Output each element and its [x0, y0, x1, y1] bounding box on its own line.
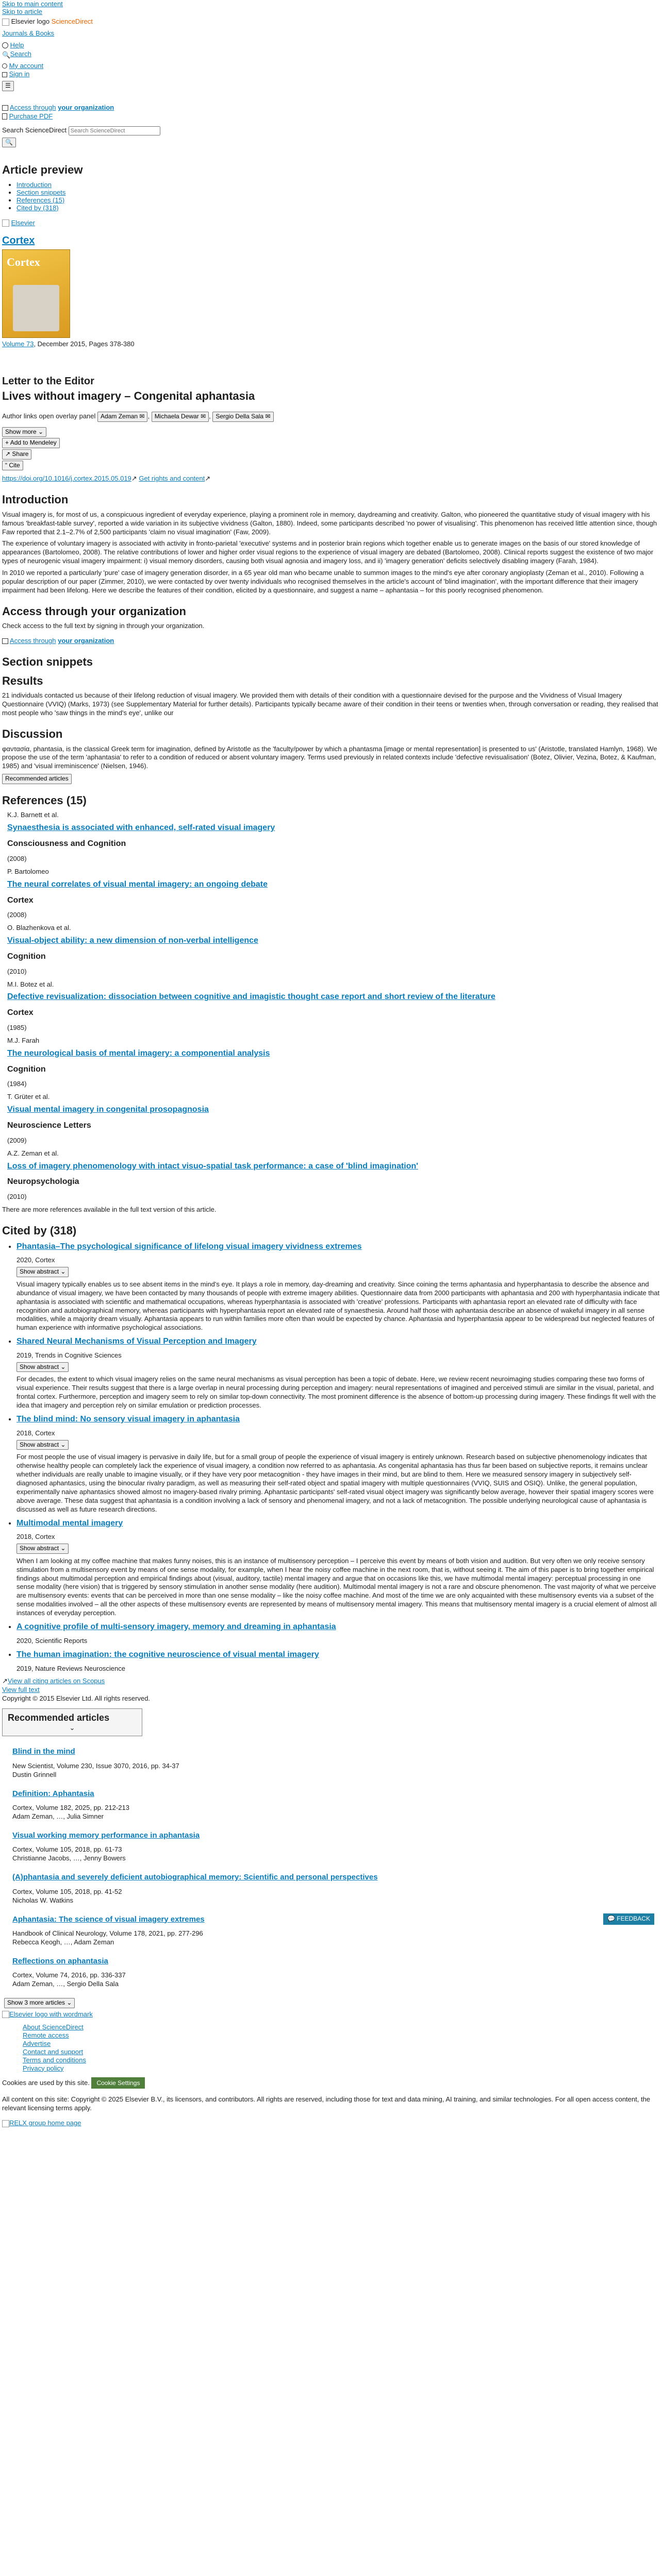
references-heading: References (15): [2, 793, 87, 807]
reference-authors: T. Grüter et al.: [7, 1093, 50, 1101]
search-input[interactable]: [69, 126, 160, 135]
article-type: Letter to the Editor: [2, 375, 94, 387]
reference-title-link[interactable]: Visual mental imagery in congenital prosopagnosia: [7, 1105, 209, 1114]
recommended-title-link[interactable]: Definition: Aphantasia: [12, 1789, 94, 1798]
pdf-icon: [2, 113, 7, 120]
reference-year: (2010): [7, 1193, 27, 1201]
show-more-articles-label: Show 3 more articles: [7, 1999, 65, 2007]
author-button[interactable]: [97, 412, 147, 422]
footer-links: [23, 2023, 660, 2073]
more-references-note: There are more references available in the full text version of this article.: [2, 1206, 217, 1214]
reference-authors: M.J. Farah: [7, 1036, 40, 1044]
toc-references[interactable]: • References (15): [16, 196, 65, 204]
reference-authors: K.J. Barnett et al.: [7, 811, 59, 819]
recommended-authors: Nicholas W. Watkins: [12, 1896, 73, 1904]
search-submit-button[interactable]: [2, 138, 16, 148]
access-heading: Access through your organization: [2, 604, 186, 618]
footer-link-terms[interactable]: Terms and conditions: [23, 2056, 86, 2064]
my-account-link[interactable]: [2, 62, 660, 71]
recommended-articles-panel: [2, 1708, 142, 1736]
discussion-text: φαντασία, phantasia, is the classical Greek term for imagination, defined by Aristotle as the 'faculty/power by which a phantasma [image or mental representation] is presented to us' (Aristotle, translated Hamlyn, 1968). We propose the use of the term 'aphantasia' to refer to a condition of reduced or absent voluntary imagery. Terms used previously in related contexts include 'defective revisualisation' (Botez, Olivier, Vezina, Botez, & Kaufman, 1985) and 'visual irreminiscence' (Nielsen, 1946).: [2, 744, 657, 770]
institution-icon: [2, 72, 7, 77]
recommended-authors: Dustin Grinnell: [12, 1770, 57, 1778]
cited-item: [16, 1336, 660, 1410]
author-name: Sergio Della Sala: [216, 413, 264, 420]
reference-title-link[interactable]: Loss of imagery phenomenology with intact visuo-spatial task performance: a case of 'blind imagination': [7, 1161, 419, 1171]
relx-logo: [2, 2120, 9, 2127]
recommended-item: [12, 1956, 660, 1989]
elsevier-logo[interactable]: [2, 19, 9, 26]
help-icon: [2, 42, 8, 48]
external-link-icon: ↗: [131, 474, 137, 483]
cover-illustration: [13, 285, 59, 331]
purchase-pdf-label: Purchase PDF: [9, 112, 53, 120]
reference-source: Neuropsychologia: [7, 1177, 79, 1187]
recommended-meta: Cortex, Volume 105, 2018, pp. 61-73: [12, 1845, 122, 1854]
sciencedirect-brand[interactable]: ScienceDirect: [51, 18, 93, 25]
reference-source: Consciousness and Cognition: [7, 839, 126, 849]
recommended-meta: Cortex, Volume 74, 2016, pp. 336-337: [12, 1971, 126, 1979]
feedback-icon: 💬: [607, 1915, 615, 1922]
show-abstract-button[interactable]: [16, 1267, 69, 1277]
cited-title-link[interactable]: The human imagination: the cognitive neuroscience of visual mental imagery: [16, 1650, 319, 1659]
reference-year: (2008): [7, 911, 27, 919]
author-button[interactable]: [152, 412, 209, 422]
recommended-articles-button[interactable]: Recommended articles: [2, 774, 72, 784]
cookies-text: Cookies are used by this site.: [2, 2078, 90, 2087]
reference-source: Cortex: [7, 1008, 34, 1018]
view-full-text-link[interactable]: View full text: [2, 1686, 40, 1694]
show-abstract-label: Show abstract: [20, 1440, 59, 1448]
access-text: Check access to the full text by signing in through your organization.: [2, 622, 205, 630]
journal-cover-image[interactable]: [2, 249, 70, 338]
add-to-mendeley-label: Add to Mendeley: [10, 439, 57, 447]
author-group: Author links open overlay panel Adam Zeman ✉ , Michaela Dewar ✉ , Sergio Della Sala ✉: [2, 412, 660, 422]
chevron-down-icon: ⌄: [60, 1440, 66, 1448]
cite-label: Cite: [9, 461, 20, 469]
search-icon: 🔍: [2, 51, 11, 59]
introduction-heading: Introduction: [2, 493, 69, 506]
cited-by-heading: Cited by (318): [2, 1224, 77, 1237]
show-abstract-label: Show abstract: [20, 1545, 59, 1552]
access-prefix: Access through: [9, 103, 56, 111]
show-more-label: Show more: [5, 428, 37, 435]
footer-link-remote-access[interactable]: Remote access: [23, 2031, 69, 2039]
reference-title-link[interactable]: Visual-object ability: a new dimension of non-verbal intelligence: [7, 936, 258, 945]
elsevier-logo: [2, 2011, 9, 2018]
show-more-button[interactable]: [2, 427, 46, 437]
plus-icon: +: [5, 439, 9, 447]
sign-in-label: Sign in: [9, 70, 30, 78]
cited-by-list: [2, 1242, 660, 1673]
reference-item: [7, 1149, 660, 1201]
publisher-logo-alt: Elsevier: [11, 218, 35, 227]
access-btn-prefix: Access through: [9, 637, 56, 645]
reference-year: (1985): [7, 1024, 27, 1032]
menu-icon: ☰: [5, 82, 11, 90]
reference-title-link[interactable]: The neurological basis of mental imagery: a componential analysis: [7, 1048, 270, 1058]
cited-item: [16, 1650, 660, 1673]
elsevier-logo-alt: Elsevier logo: [11, 18, 50, 25]
institution-icon: [2, 105, 8, 111]
institution-icon: [2, 638, 8, 644]
arrow-icon: ↗: [2, 1677, 8, 1685]
publisher-logo[interactable]: [2, 219, 660, 228]
article-title: Lives without imagery – Congenital aphantasia: [2, 389, 255, 402]
rights-link[interactable]: Get rights and content: [139, 474, 205, 483]
footer-link-privacy[interactable]: Privacy policy: [23, 2064, 64, 2072]
cited-title-link[interactable]: Multimodal mental imagery: [16, 1518, 123, 1528]
recommended-item: [12, 1914, 660, 1947]
envelope-icon: ✉: [139, 413, 145, 420]
envelope-icon: ✉: [265, 413, 271, 420]
quote-icon: “: [5, 461, 7, 469]
recommended-item: [12, 1789, 660, 1821]
skip-to-article-link[interactable]: Skip to article: [2, 8, 43, 15]
show-abstract-button[interactable]: [16, 1440, 69, 1450]
show-abstract-button[interactable]: [16, 1362, 69, 1372]
reference-item: [7, 811, 660, 863]
reference-authors: P. Bartolomeo: [7, 867, 49, 875]
scopus-link[interactable]: [2, 1677, 660, 1686]
author-name: Michaela Dewar: [154, 413, 199, 420]
search-button[interactable]: [2, 50, 660, 59]
show-abstract-label: Show abstract: [20, 1268, 59, 1276]
access-btn-org: your organization: [58, 637, 114, 645]
footer-logo-alt: Elsevier logo with wordmark: [9, 2010, 93, 2018]
share-icon: ↗: [5, 450, 11, 458]
introduction-paragraph: The experience of voluntary imagery is associated with activity in fronto-parietal 'executive' systems and in posterior brain regions which together enable us to generate images on the basis of our stored knowledge of appearances (Bartolomeo, 2008). The relative contributions of lower and higher order visual regions to the experience of visual imagery are debated (Bartolomeo, 2008). Clinical reports suggest the existence of two major types of neurogenic visual imagery impairment: i) visual memory disorders, causing both visual agnosia and imagery loss, and ii) 'imagery generation' deficits selectively disabling imagery (Farah, 1984).: [2, 539, 653, 565]
recommended-title-link[interactable]: (A)phantasia and severely deficient autobiographical memory: Scientific and personal perspectives: [12, 1873, 378, 1882]
cited-meta: 2018, Cortex: [16, 1533, 55, 1541]
cited-meta: 2018, Cortex: [16, 1429, 55, 1437]
access-button[interactable]: [2, 637, 660, 646]
reference-source: Cognition: [7, 952, 46, 961]
help-button[interactable]: [2, 41, 660, 50]
cited-meta: 2020, Scientific Reports: [16, 1636, 88, 1645]
cookie-settings-button[interactable]: Cookie Settings: [91, 2077, 145, 2089]
search-form: [2, 126, 660, 148]
reference-year: (2009): [7, 1136, 27, 1144]
sign-in-link[interactable]: [2, 70, 660, 79]
reference-year: (1984): [7, 1080, 27, 1088]
reference-authors: A.Z. Zeman et al.: [7, 1149, 59, 1157]
recommended-list: [2, 1747, 660, 1989]
scopus-label: View all citing articles on Scopus: [7, 1677, 105, 1685]
volume-link[interactable]: Volume 73: [2, 340, 34, 348]
show-abstract-button[interactable]: [16, 1544, 69, 1554]
reference-source: Cognition: [7, 1064, 46, 1074]
toc-section-snippets[interactable]: • Section snippets: [16, 188, 66, 196]
reference-item: [7, 868, 660, 920]
skip-to-main-link[interactable]: Skip to main content: [2, 0, 63, 8]
cited-item: [16, 1414, 660, 1514]
journal-title-link[interactable]: Cortex: [2, 234, 35, 246]
access-org: your organization: [58, 103, 114, 111]
cited-item: [16, 1518, 660, 1618]
reference-title-link[interactable]: The neural correlates of visual mental imagery: an ongoing debate: [7, 879, 268, 889]
show-more-articles-button[interactable]: [4, 1998, 75, 2008]
menu-button[interactable]: [2, 81, 14, 91]
footer: [2, 2010, 660, 2128]
skip-links: [2, 0, 660, 15]
envelope-icon: ✉: [201, 413, 206, 420]
copyright-notice: Copyright © 2015 Elsevier Ltd. All rights reserved.: [2, 1694, 151, 1703]
external-link-icon: ↗: [205, 474, 211, 483]
author-links-label: Author links open overlay panel: [2, 412, 96, 420]
article-toc: [2, 181, 660, 212]
cover-title: Cortex: [7, 255, 40, 268]
recommended-meta: New Scientist, Volume 230, Issue 3070, 2016, pp. 34-37: [12, 1761, 179, 1770]
cited-abstract: For decades, the extent to which visual imagery relies on the same neural mechanisms as visual perception has been a topic of debate. Here, we review recent neuroimaging studies comparing these two forms of visual experience. Their results suggest that there is a large overlap in neural processing during perception and imagery: neural representations of imagined and perceived stimuli are similar in the visual, parietal, and frontal cortex. Furthermore, perception and imagery seem to rely on similar top-down connectivity. The most prominent difference is the absence of bottom-up processing during imagery. These findings fit well with the idea that imagery and perception rely on similar emulation or prediction processes.: [16, 1375, 656, 1410]
recommended-authors: Rebecca Keogh, …, Adam Zeman: [12, 1938, 114, 1946]
recommended-title-link[interactable]: Blind in the mind: [12, 1747, 75, 1756]
introduction-paragraph: In 2010 we reported a particularly 'pure' case of imagery generation disorder, in a 65 year old man who became unable to summon images to the mind's eye after coronary angioplasty (Zeman et al., 2010). Following a popular description of our paper (Zimmer, 2010), we were contacted by over twenty individuals who recognised themselves in the article's account of 'blind imagination', with the important difference that their imagery impairment had been lifelong. Here we describe the features of their condition, elicited by a questionnaire, and suggest a name – aphantasia – for this poorly recognised phenomenon.: [2, 569, 644, 594]
recommended-item: [12, 1831, 660, 1863]
reference-source: Neuroscience Letters: [7, 1121, 91, 1130]
recommended-title-link[interactable]: Visual working memory performance in aphantasia: [12, 1831, 200, 1840]
user-icon: [2, 63, 7, 69]
search-label: Search: [10, 49, 31, 58]
author-button[interactable]: [212, 412, 273, 422]
toc-introduction[interactable]: • Introduction: [16, 180, 52, 189]
help-label: Help: [10, 41, 24, 49]
cited-title-link[interactable]: Phantasia–The psychological significance of lifelong visual imagery vividness extremes: [16, 1242, 362, 1251]
recommended-title-link[interactable]: Aphantasia: The science of visual imagery extremes: [12, 1914, 205, 1924]
results-text: 21 individuals contacted us because of their lifelong reduction of visual imagery. We provided them with details of their condition with a questionnaire devised for the purpose and the Vividness of Visual Imagery Questionnaire (VVIQ) (Marks, 1973) (see Supplementary Material for further details). Participants typically became aware of their condition in their teens or twenties when, through conversation or reading, they realised that most people who 'saw things in the mind's eye', unlike our: [2, 691, 658, 717]
doi-link[interactable]: https://doi.org/10.1016/j.cortex.2015.05.019: [2, 474, 131, 483]
references-list: [2, 811, 660, 1201]
share-button[interactable]: [2, 449, 31, 460]
chevron-down-icon[interactable]: ⌄: [69, 1724, 75, 1732]
footer-link-about[interactable]: About ScienceDirect: [23, 2023, 84, 2031]
reference-authors: O. Blazhenkova et al.: [7, 924, 71, 932]
recommended-meta: Handbook of Clinical Neurology, Volume 178, 2021, pp. 277-296: [12, 1929, 203, 1937]
add-to-mendeley-button[interactable]: [2, 438, 60, 448]
relx-label: RELX group home page: [9, 2119, 81, 2127]
cited-meta: 2019, Nature Reviews Neuroscience: [16, 1664, 125, 1672]
cited-item: [16, 1622, 660, 1646]
recommended-authors: Adam Zeman, …, Julia Simner: [12, 1812, 104, 1821]
reference-source: Cortex: [7, 895, 34, 905]
cited-abstract: Visual imagery typically enables us to see absent items in the mind's eye. It plays a role in memory, day-dreaming and creativity. Since coining the terms aphantasia and hyperphantasia to describe the absence and abundance of visual imagery, we have been contacted by many thousands of people with extreme imagery abilities. Questionnaire data from 2000 participants with aphantasia and 200 with hyperphantasia indicate that aphantasia is associated with scientific and mathematical occupations, whereas hyperphantasia is associated with 'creative' professions. Participants with aphantasia report an elevated rate of difficulty with face recognition and autobiographical memory, whereas participants with hyperphantasia report an elevated rate of synaesthesia. Around half those with aphantasia describe an absence of wakeful imagery in all sense modalities, while a majority dream visually. Aphantasia appears to run within families more often than would be expected by chance. Aphantasia and hyperphantasia appear to be widespread but neglected features of human experience with informative psychological associations.: [16, 1280, 660, 1332]
author-name: Adam Zeman: [101, 413, 138, 420]
recommended-authors: Adam Zeman, …, Sergio Della Sala: [12, 1980, 119, 1988]
reference-item: [7, 980, 660, 1032]
reference-title-link[interactable]: Defective revisualization: dissociation between cognitive and imagistic thought case report and short review of the literature: [7, 992, 495, 1002]
results-heading: Results: [2, 674, 43, 687]
purchase-pdf-link[interactable]: [2, 112, 660, 121]
section-snippets-heading: Section snippets: [2, 655, 93, 669]
cited-abstract: When I am looking at my coffee machine that makes funny noises, this is an instance of multisensory perception – I perceive this event by means of both vision and audition. But very often we only receive sensory stimulation from a multisensory event by means of one sense modality, for example, when I hear the noisy coffee machine in the next room, that is, without seeing it. The aim of this paper is to bring together empirical findings about multimodal perception and empirical findings about (visual, auditory, tactile) mental imagery and argue that on occasions like this, we have multimodal mental imagery: perceptual processing in one sense modality (here vision) that is triggered by sensory stimulation in another sense modality (here audition). Multimodal mental imagery is not a rare and obscure phenomenon. The vast majority of what we perceive are multisensory events: events that can be perceived in more than one sense modality – like the noisy coffee machine. And most of the time we are only acquainted with these multisensory events via a subset of the sense modalities involved – all the other aspects of these multisensory events are represented by means of multisensory mental imagery. This means that multisensory mental imagery is a crucial element of almost all instances of everyday perception.: [16, 1556, 657, 1617]
recommended-authors: Christianne Jacobs, …, Jenny Bowers: [12, 1854, 126, 1862]
chevron-down-icon: ⌄: [38, 428, 44, 435]
access-bar: [2, 104, 660, 121]
reference-title-link[interactable]: Synaesthesia is associated with enhanced, self-rated visual imagery: [7, 823, 275, 833]
toc-cited-by[interactable]: • Cited by (318): [16, 204, 59, 212]
reference-item: [7, 1037, 660, 1089]
reference-item: [7, 1093, 660, 1145]
recommended-meta: Cortex, Volume 182, 2025, pp. 212-213: [12, 1804, 129, 1812]
reference-authors: M.I. Botez et al.: [7, 980, 54, 988]
elsevier-logo: [2, 219, 9, 227]
issue-info: , December 2015, Pages 378-380: [34, 340, 135, 348]
footer-logo[interactable]: [2, 2010, 660, 2019]
show-abstract-label: Show abstract: [20, 1363, 59, 1370]
cited-abstract: For most people the use of visual imagery is pervasive in daily life, but for a small group of people the experience of visual imagery is entirely unknown. Research based on subjective phenomenology indicates that otherwise healthy people can completely lack the experience of visual imagery, a condition now referred to as aphantasia. As congenital aphantasia has thus far been based on subjective reports, it remains unclear whether individuals are really unable to imagine visually, or if they have very poor metacognition - they have images in their mind, but are blind to them. Here we measured sensory imagery in subjectively self-diagnosed aphantasics, using the binocular rivalry paradigm, as well as measuring their self-rated object and spatial imagery with multiple questionnaires (VVIQ, SUIS and OSIQ). Unlike, the general population, experimentally naive aphantasics showed almost no imagery-based rivalry priming. Aphantasic participants' self-rated visual object imagery was significantly below average, however their spatial imagery scores were above average. These data suggest that aphantasia is a condition involving a lack of sensory and phenomenal imagery, and not a lack of metacognition. The possible underlying neurological cause of aphantasia is discussed as well as future research directions.: [16, 1453, 654, 1513]
footer-link-contact[interactable]: Contact and support: [23, 2047, 84, 2056]
reference-item: [7, 924, 660, 976]
reference-year: (2008): [7, 854, 27, 862]
chevron-down-icon: ⌄: [60, 1363, 66, 1370]
cited-title-link[interactable]: A cognitive profile of multi-sensory imagery, memory and dreaming in aphantasia: [16, 1622, 336, 1632]
cited-item: [16, 1242, 660, 1333]
recommended-meta: Cortex, Volume 105, 2018, pp. 41-52: [12, 1887, 122, 1895]
cited-title-link[interactable]: The blind mind: No sensory visual imagery in aphantasia: [16, 1415, 240, 1424]
article-preview-heading: Article preview: [2, 163, 83, 177]
feedback-button[interactable]: [603, 1913, 654, 1925]
access-through-org-link[interactable]: [2, 104, 660, 112]
chevron-down-icon: ⌄: [60, 1268, 66, 1276]
feedback-label: FEEDBACK: [617, 1915, 650, 1922]
footer-link-advertise[interactable]: Advertise: [23, 2039, 51, 2047]
cited-meta: 2020, Cortex: [16, 1256, 55, 1264]
search-icon: 🔍: [5, 138, 13, 146]
journals-books-link[interactable]: Journals & Books: [2, 29, 55, 37]
chevron-down-icon: ⌄: [60, 1545, 66, 1552]
share-label: Share: [12, 450, 29, 458]
footer-legal: All content on this site: Copyright © 2025 Elsevier B.V., its licensors, and contributors. All rights are reserved, including those for text and data mining, AI training, and similar technologies. For all open access content, the relevant licensing terms apply.: [2, 2095, 651, 2112]
chevron-down-icon: ⌄: [67, 1999, 72, 2007]
cited-title-link[interactable]: Shared Neural Mechanisms of Visual Perception and Imagery: [16, 1337, 257, 1346]
discussion-heading: Discussion: [2, 727, 63, 740]
search-label-text: Search ScienceDirect: [2, 126, 67, 134]
site-header: [2, 15, 660, 93]
reference-year: (2010): [7, 967, 27, 975]
cited-meta: 2019, Trends in Cognitive Sciences: [16, 1351, 122, 1359]
recommended-item: [12, 1872, 660, 1905]
recommended-title-link[interactable]: Reflections on aphantasia: [12, 1956, 108, 1965]
recommended-item: [12, 1747, 660, 1779]
cite-button[interactable]: [2, 461, 23, 471]
relx-link[interactable]: [2, 2119, 660, 2128]
my-account-label: My account: [9, 61, 44, 70]
introduction-paragraph: Visual imagery is, for most of us, a conspicuous ingredient of everyday experience, playing a prominent role in memory, daydreaming and creativity. Galton, who pioneered the quantitative study of visual imagery with his famous 'breakfast-table survey', reported a wide variation in its subjective vividness (Galton, 1880). Indeed, some participants described 'no power of visualising'. This phenomenon has received little attention since, though Faw reported that 2.1–2.7% of 2,500 participants 'claim no visual imagination' (Faw, 2009).: [2, 510, 657, 536]
recommended-heading: Recommended articles: [8, 1713, 110, 1723]
